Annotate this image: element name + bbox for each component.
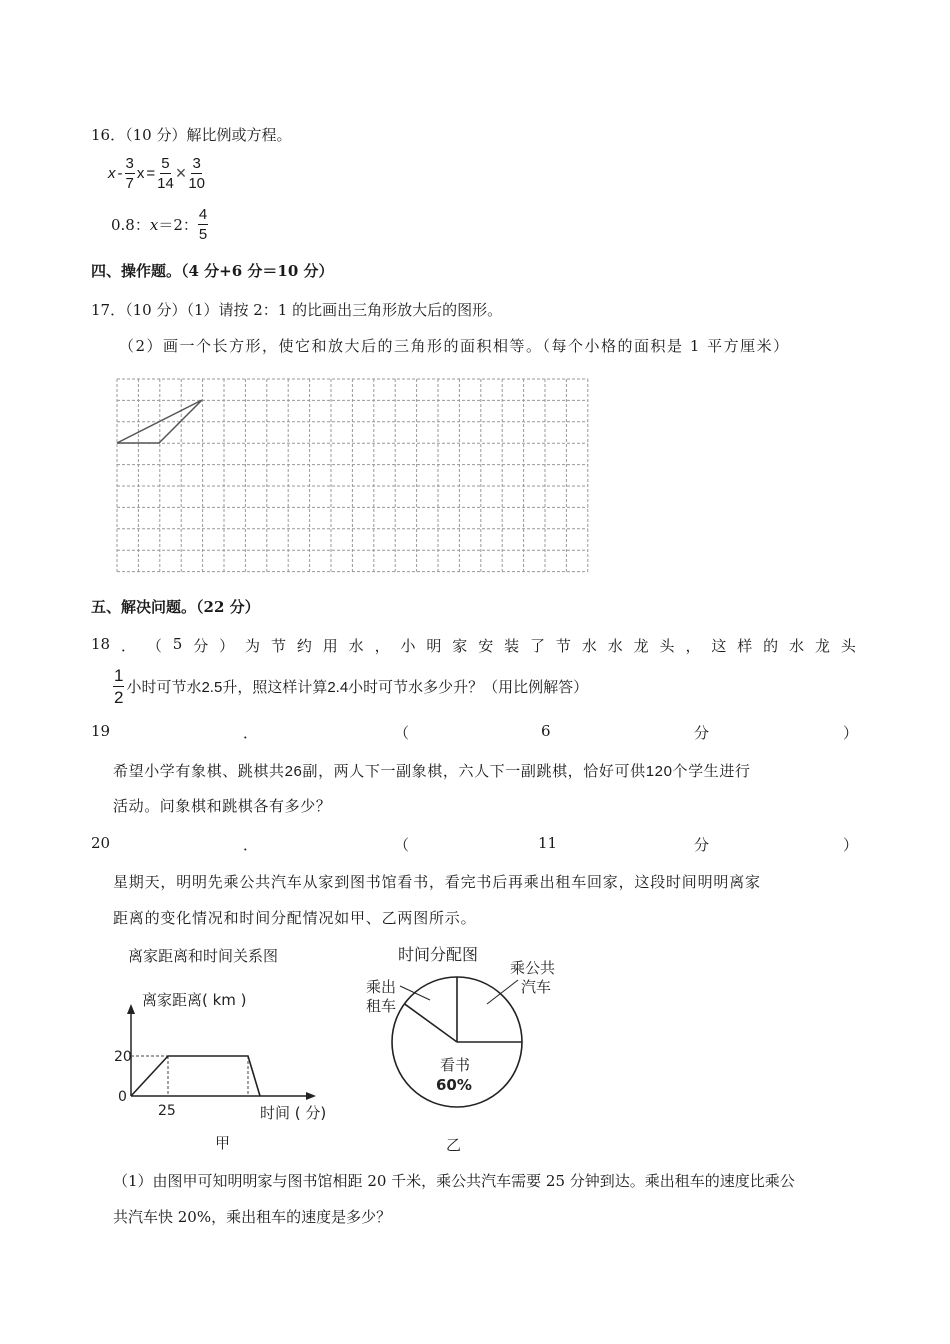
- q20-part: 分: [694, 836, 710, 854]
- eq1-equals: =: [146, 165, 156, 182]
- grid-with-triangle: [110, 372, 594, 580]
- eq2-left: 0.8：: [111, 216, 150, 234]
- eq2-x: x: [149, 215, 159, 234]
- read-percent: 60%: [436, 1076, 472, 1094]
- q18-part: 用: [322, 637, 338, 655]
- q18-part: 水: [581, 637, 597, 655]
- q20-part: ．: [243, 836, 259, 854]
- bus-label-2: 汽车: [521, 978, 552, 996]
- q18-part: 5: [172, 635, 183, 653]
- frac-den: 10: [188, 175, 205, 192]
- q18-part: 水: [348, 637, 364, 655]
- q19-part: 19: [91, 722, 111, 740]
- q18-part: 约: [296, 637, 312, 655]
- y-tick-20: 20: [114, 1049, 132, 1065]
- q19-part: 6: [541, 722, 551, 740]
- q18-part: 水: [789, 637, 805, 655]
- q18-part: 龙: [814, 637, 830, 655]
- pie-slice-boundary-乘出租车: [404, 1004, 457, 1042]
- q20-part: 20: [91, 834, 111, 852]
- read-label: 看书: [440, 1056, 471, 1074]
- frac-den: 7: [125, 175, 134, 192]
- q18-part: 了: [530, 637, 546, 655]
- q18-part: ，: [685, 637, 701, 655]
- x-axis-arrow: [306, 1092, 316, 1100]
- bus-label-1: 乘公共: [510, 959, 556, 977]
- q18-part: 为: [245, 637, 261, 655]
- q18-part: 这: [711, 637, 727, 655]
- q16-header: 16．（10 分）解比例或方程。: [91, 126, 292, 144]
- x-tick-25: 25: [158, 1103, 176, 1119]
- chart-1-ylabel: 离家距离( km ): [142, 991, 247, 1009]
- eq2-fraction-4-5: [198, 207, 208, 242]
- frac-num: 3: [125, 155, 134, 172]
- frac-num: 3: [192, 155, 201, 172]
- time-allocation-pie-chart: [360, 938, 590, 1160]
- eq1-x2: x: [136, 165, 145, 182]
- q18-part: 分: [193, 637, 209, 655]
- eq1-fraction-3-7: [125, 156, 135, 191]
- y-axis-arrow: [127, 1004, 135, 1014]
- q20-part: 11: [538, 834, 558, 852]
- q17-line-1: 17．（10 分）（1）请按 2：1 的比画出三角形放大后的图形。: [91, 301, 503, 319]
- q18-line-2: [113, 667, 588, 706]
- q18-part: 家: [452, 637, 468, 655]
- eq1-fraction-5-14: [157, 156, 174, 191]
- chart-1-caption: 甲: [215, 1134, 231, 1152]
- q19-line-2: 活动。问象棋和跳棋各有多少？: [113, 798, 332, 815]
- q19-part: 分: [694, 724, 710, 742]
- q18-part: 龙: [633, 637, 649, 655]
- q18-part: （: [146, 637, 162, 655]
- q18-part: 小: [400, 637, 416, 655]
- eq2-mid: ＝2：: [158, 216, 198, 234]
- q18-part: 18: [91, 635, 111, 653]
- q18-part: 的: [763, 637, 779, 655]
- eq1-times: ×: [175, 163, 187, 183]
- distance-time-chart: [100, 940, 360, 1160]
- q20-line-1: 星期天，明明先乘公共汽车从家到图书馆看书，看完书后再乘出租车回家，这段时间明明离家: [113, 873, 761, 891]
- q20-part: （: [394, 836, 410, 854]
- q19-part: ）: [843, 724, 859, 742]
- section-5-title: 五、解决问题。（22 分）: [91, 598, 260, 616]
- q16-equation-1: [108, 156, 205, 191]
- q20-header: [91, 834, 859, 854]
- eq1-fraction-3-10: [188, 156, 205, 191]
- frac-den: 14: [157, 175, 174, 192]
- taxi-leader-line: [400, 986, 430, 1000]
- q17-line-2: （2）画一个长方形，使它和放大后的三角形的面积相等。（每个小格的面积是 1 平方厘米）: [119, 337, 790, 355]
- chart-2-title: 时间分配图: [398, 945, 479, 964]
- q20-sub1-line-2: 共汽车快 20%，乘出租车的速度是多少？: [113, 1208, 392, 1226]
- q18-part: 安: [478, 637, 494, 655]
- q19-part: ．: [243, 724, 259, 742]
- q20-sub1-line-1: （1）由图甲可知明明家与图书馆相距 20 千米，乘公共汽车需要 25 分钟到达。乘出租车的速度比乘公: [113, 1172, 795, 1190]
- q18-part: 装: [504, 637, 520, 655]
- q20-line-2: 距离的变化情况和时间分配情况如甲、乙两图所示。: [113, 909, 477, 927]
- distance-series-line: [131, 1056, 260, 1096]
- q18-part: 样: [737, 637, 753, 655]
- taxi-label-1: 乘出: [366, 978, 397, 996]
- q18-part: 节: [270, 637, 286, 655]
- frac-den: 5: [198, 226, 208, 243]
- frac-num: 4: [198, 206, 208, 223]
- q18-part: 头: [659, 637, 675, 655]
- q18-fraction-1-2: [113, 667, 124, 706]
- eq1-x: x: [108, 165, 116, 182]
- chart-1-title: 离家距离和时间关系图: [128, 947, 279, 965]
- q18-text: 小时可节水2.5升，照这样计算2.4小时可节水多少升？（用比例解答）: [126, 679, 589, 696]
- q19-line-1: 希望小学有象棋、跳棋共26副，两人下一副象棋，六人下一副跳棋，恰好可供120个学生进行: [113, 763, 751, 780]
- q18-line-1: [91, 635, 856, 656]
- y-tick-0: 0: [118, 1089, 127, 1105]
- q18-part: ，: [374, 637, 390, 655]
- frac-den: 2: [114, 688, 124, 707]
- q18-part: 水: [607, 637, 623, 655]
- frac-num: 5: [161, 155, 170, 172]
- q18-part: 明: [426, 637, 442, 655]
- q16-equation-2: [111, 207, 208, 242]
- q18-part: 头: [840, 637, 856, 655]
- section-4-title: 四、操作题。（4 分+6 分＝10 分）: [91, 262, 334, 280]
- taxi-label-2: 租车: [366, 997, 397, 1015]
- q18-part: 节: [555, 637, 571, 655]
- q18-part: ）: [219, 637, 235, 655]
- q19-header: [91, 722, 859, 742]
- bus-leader-line: [487, 980, 518, 1004]
- eq1-minus: -: [117, 165, 123, 182]
- q20-part: ）: [843, 836, 859, 854]
- chart-2-caption: 乙: [446, 1136, 462, 1154]
- q19-part: （: [394, 724, 410, 742]
- chart-1-xlabel: 时间 ( 分): [260, 1104, 327, 1122]
- frac-num: 1: [114, 666, 124, 685]
- q18-part: ．: [120, 637, 136, 655]
